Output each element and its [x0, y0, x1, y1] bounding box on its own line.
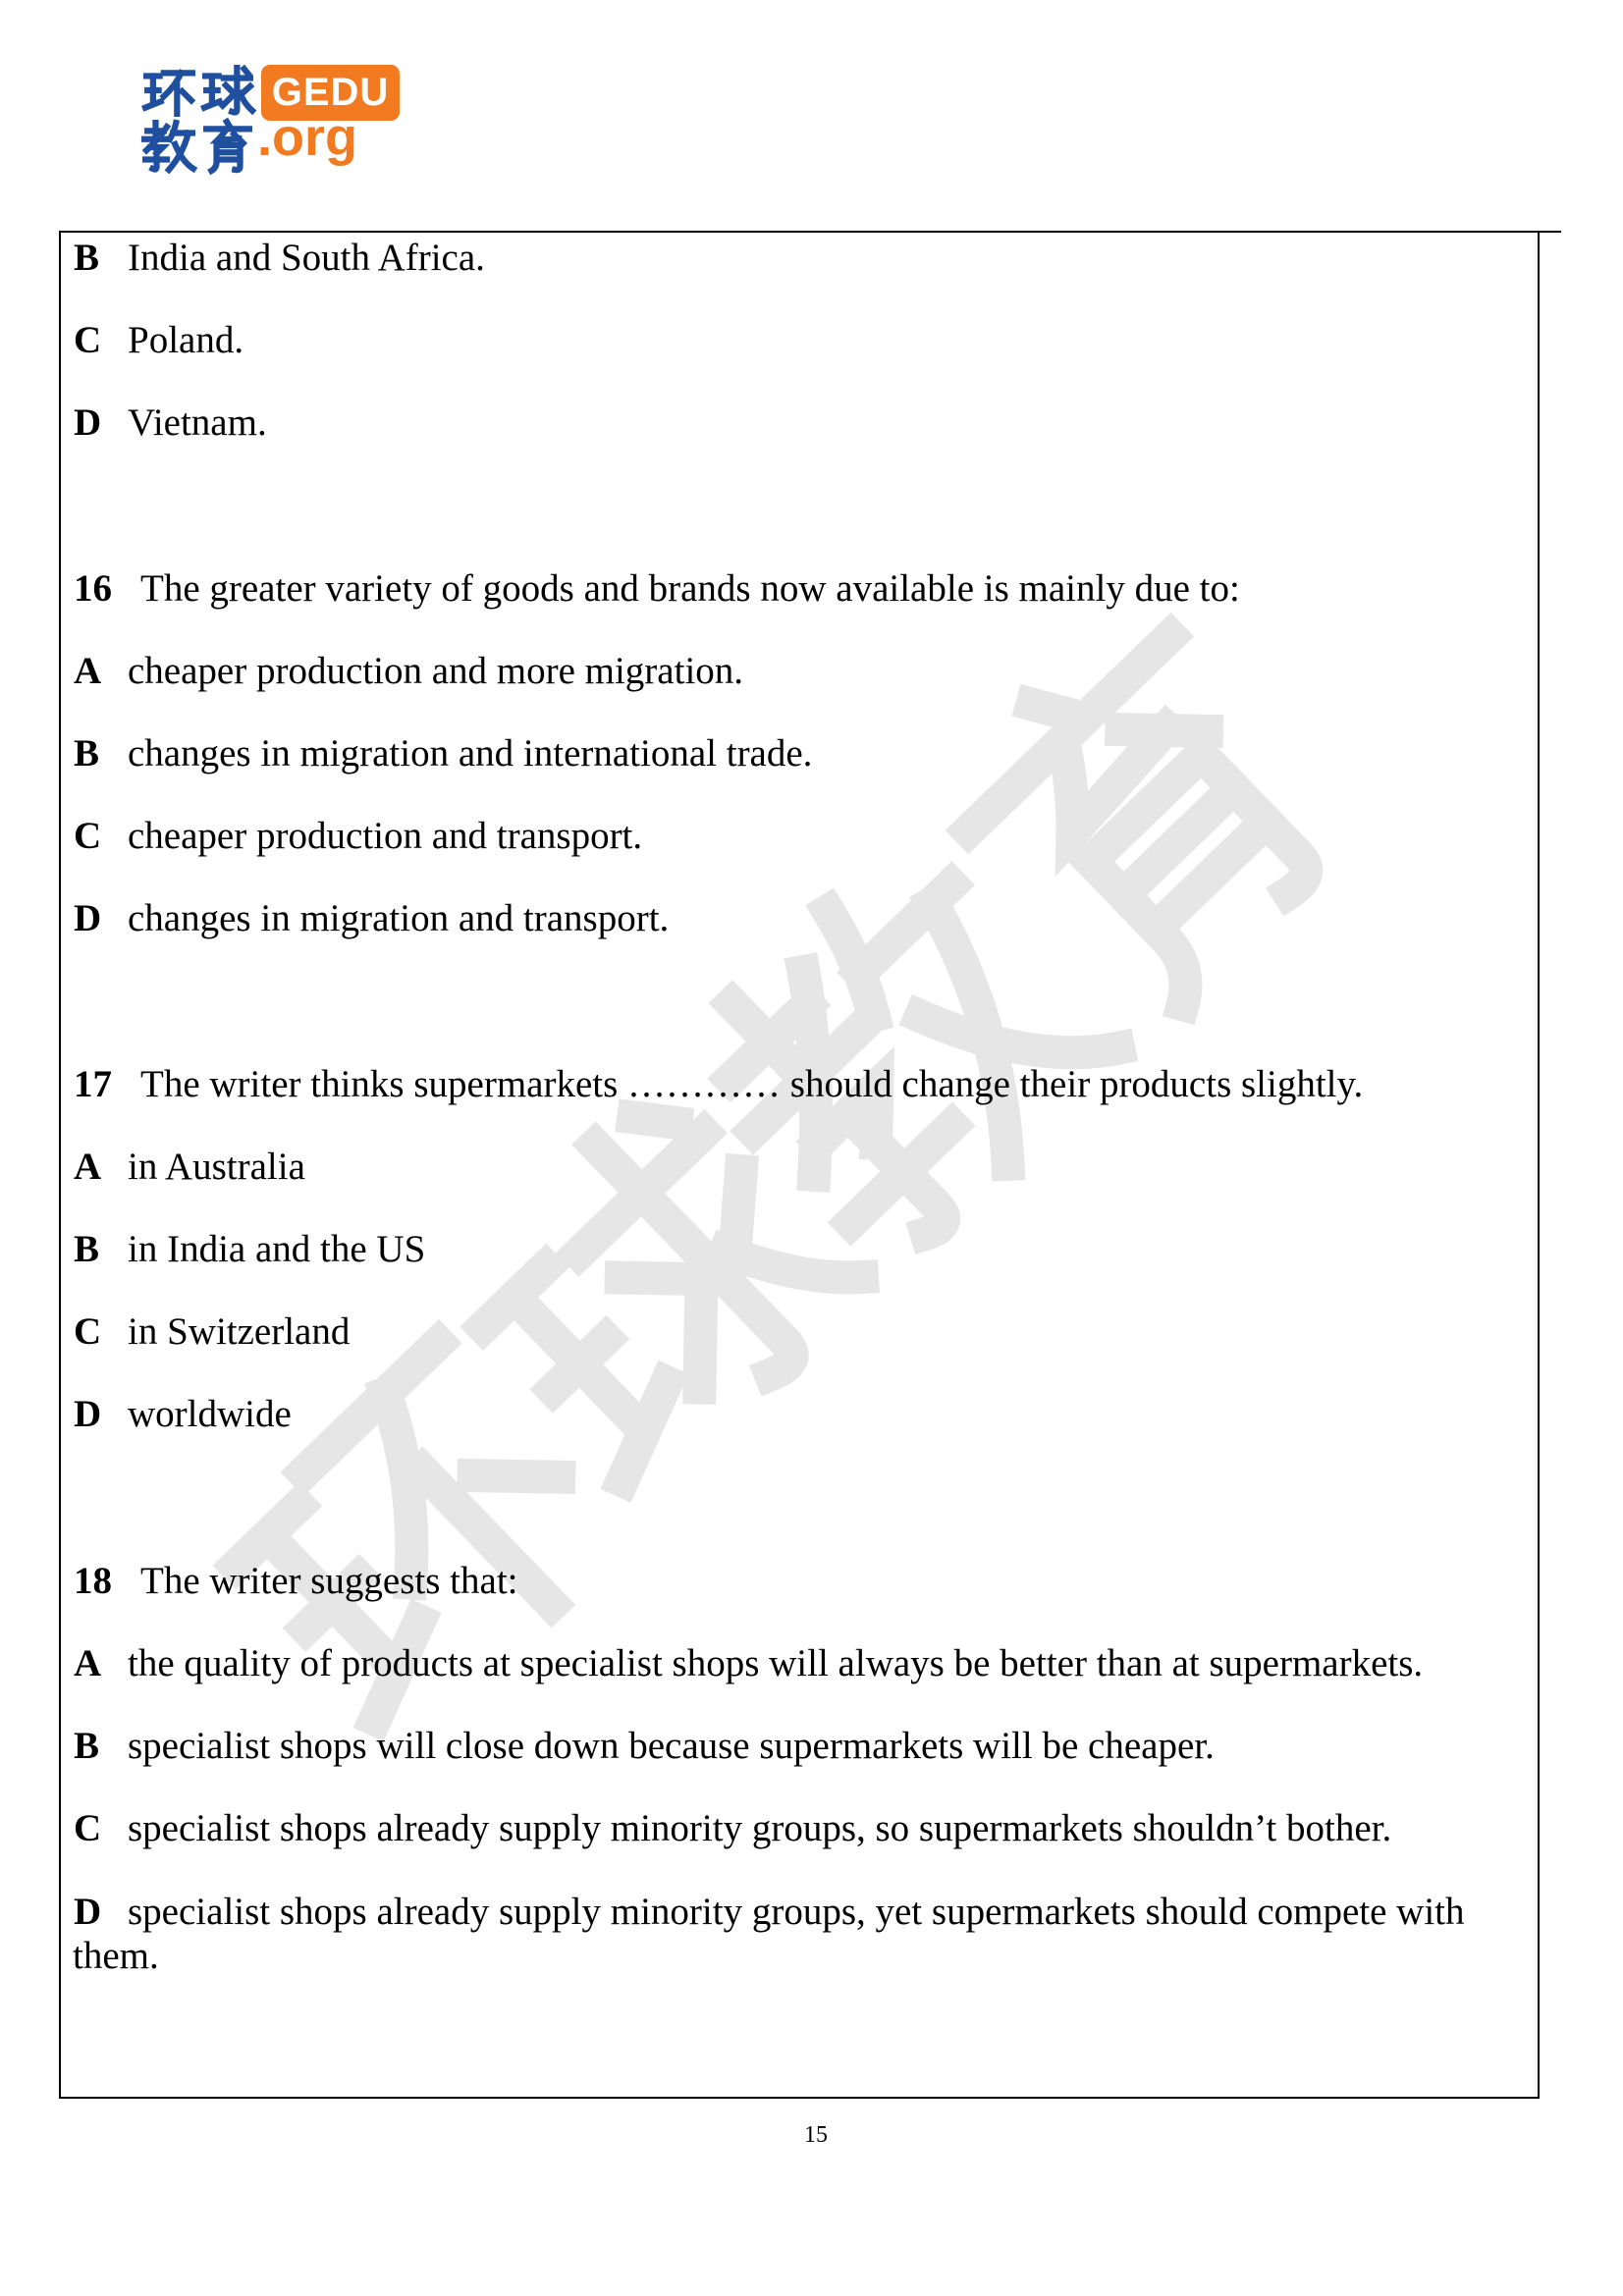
- option-text: cheaper production and more migration.: [128, 650, 744, 692]
- logo-glyph: [144, 123, 193, 170]
- logo-gedu-text: GEDU: [271, 71, 390, 114]
- option-letter: C: [74, 1310, 102, 1353]
- option-letter: B: [74, 732, 100, 774]
- question-number: 16: [74, 567, 112, 610]
- option-letter: D: [74, 1891, 102, 1933]
- option-text: India and South Africa.: [128, 237, 485, 279]
- option-text: specialist shops will close down because supermarkets will be cheaper.: [128, 1725, 1215, 1767]
- logo-glyph-stroke: [226, 85, 232, 91]
- logo-glyph-stroke: [204, 101, 220, 107]
- option-letter: A: [74, 1146, 102, 1188]
- logo-glyph: [204, 68, 252, 112]
- logo-glyph: [145, 73, 192, 114]
- option-text: the quality of products at specialist shops will always be better than at supermarkets.: [128, 1642, 1424, 1684]
- logo-glyph-stroke: [244, 69, 248, 74]
- option-letter: A: [74, 650, 102, 692]
- option-letter: B: [74, 1228, 100, 1270]
- option-letter: A: [74, 1642, 102, 1684]
- option-text: in Switzerland: [128, 1310, 351, 1353]
- question-number: 18: [74, 1560, 112, 1602]
- option-text: changes in migration and transport.: [128, 897, 670, 939]
- option-letter: D: [74, 401, 102, 444]
- option-text: cheaper production and transport.: [128, 815, 643, 857]
- option-letter: D: [74, 897, 102, 939]
- logo-glyph-stroke: [145, 101, 161, 107]
- question-box: [59, 232, 1540, 2099]
- logo-domain: .org: [257, 108, 357, 167]
- option-text: worldwide: [128, 1393, 292, 1435]
- option-text: in Australia: [128, 1146, 305, 1188]
- option-letter: C: [74, 815, 102, 857]
- logo-glyph: [206, 122, 249, 171]
- question-text: The writer thinks supermarkets ………… should change their products slightly.: [140, 1063, 1364, 1105]
- option-text: specialist shops already supply minority groups, yet supermarkets should compete with: [128, 1891, 1465, 1933]
- logo-chinese-mark: [137, 63, 265, 181]
- option-text: Vietnam.: [128, 401, 267, 444]
- option-letter: D: [74, 1393, 102, 1435]
- question-text: The writer suggests that:: [140, 1560, 518, 1602]
- option-text-continued: them.: [73, 1935, 159, 1977]
- question-text: The greater variety of goods and brands now available is mainly due to:: [140, 567, 1240, 610]
- option-letter: C: [74, 319, 102, 361]
- option-letter: C: [74, 1807, 102, 1849]
- logo-glyph-stroke: [240, 93, 251, 111]
- option-text: in India and the US: [128, 1228, 426, 1270]
- option-text: specialist shops already supply minority groups, so supermarkets shouldn’t bother.: [128, 1807, 1392, 1849]
- option-letter: B: [74, 1725, 100, 1767]
- option-text: Poland.: [128, 319, 244, 361]
- option-letter: B: [74, 237, 100, 279]
- option-text: changes in migration and international trade.: [128, 732, 813, 774]
- page-number: 15: [804, 2122, 828, 2148]
- logo-glyph-stroke: [223, 94, 234, 105]
- question-number: 17: [74, 1063, 112, 1105]
- logo-glyph-stroke: [183, 91, 191, 100]
